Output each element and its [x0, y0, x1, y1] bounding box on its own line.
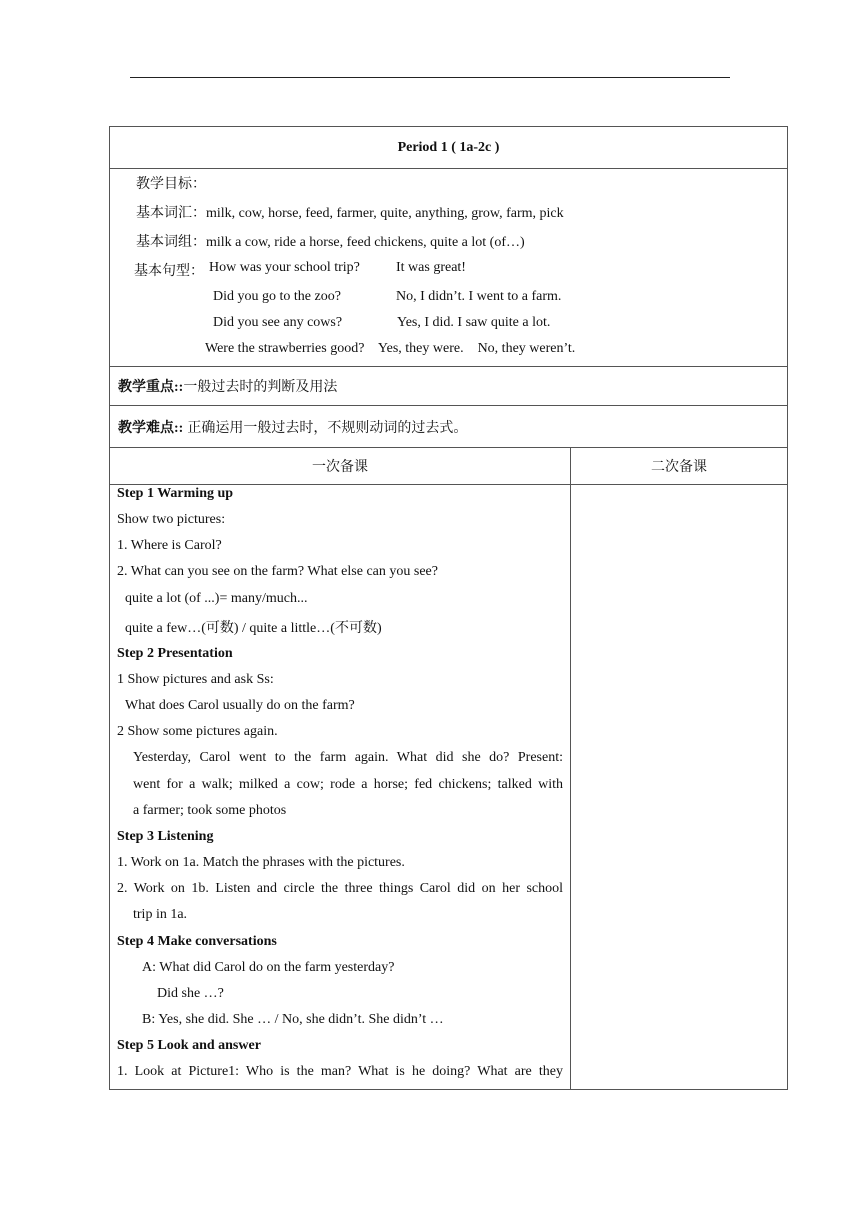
pattern-2-question: Did you go to the zoo?: [213, 289, 341, 304]
pattern-3-answer: Yes, I did. I saw quite a lot.: [397, 315, 551, 330]
first-prep-header: 一次备课: [110, 448, 571, 484]
pattern-1-answer: It was great!: [396, 260, 466, 275]
list-item: trip in 1a.: [133, 907, 188, 922]
key-points-text: 一般过去时的判断及用法: [183, 380, 338, 395]
list-item: a farmer; took some photos: [133, 803, 287, 818]
list-item: 2 Show some pictures again.: [117, 724, 278, 739]
step-1-title: Step 1 Warming up: [117, 486, 234, 501]
list-item: What does Carol usually do on the farm?: [125, 698, 355, 713]
list-item: A: What did Carol do on the farm yesterday?: [142, 960, 395, 975]
list-item: 2. Work on 1b. Listen and circle the three things Carol did on her school: [117, 881, 563, 896]
lesson-body: [110, 485, 787, 1089]
list-item: 1. Where is Carol?: [117, 538, 222, 553]
patterns-label: 基本句型：: [134, 264, 204, 279]
list-item: Did she …?: [157, 986, 224, 1001]
key-points-row: [110, 367, 787, 406]
step-4-title: Step 4 Make conversations: [117, 934, 277, 949]
vocab-line: 基本词汇：milk, cow, horse, feed, farmer, quite, anything, grow, farm, pick: [136, 206, 564, 221]
second-prep-header: 二次备课: [651, 460, 707, 475]
step-3-title: Step 3 Listening: [117, 829, 214, 844]
list-item: went for a walk; milked a cow; rode a horse; fed chickens; talked with: [133, 777, 563, 792]
pattern-2-answer: No, I didn’t. I went to a farm.: [396, 289, 562, 304]
difficult-points-label: 教学难点::: [118, 420, 184, 436]
lesson-plan-table: [109, 126, 788, 1090]
list-item: Show two pictures:: [117, 512, 226, 527]
step-2-title: Step 2 Presentation: [117, 646, 233, 661]
list-item: quite a lot (of ...)= many/much...: [125, 591, 308, 606]
difficult-points-text: 正确运用一般过去时，不规则动词的过去式。: [187, 420, 468, 436]
second-prep-cell: [571, 485, 787, 1089]
phrases-line: 基本词组：milk a cow, ride a horse, feed chickens, quite a lot (of…): [136, 235, 525, 250]
list-item: Yesterday, Carol went to the farm again. What did she do? Present:: [133, 750, 563, 765]
list-item: 1. Look at Picture1: Who is the man? What is he doing? What are they: [117, 1064, 563, 1079]
list-item: quite a few…(可数) / quite a little…(不可数): [125, 621, 382, 636]
list-item: 1. Work on 1a. Match the phrases with the pictures.: [117, 855, 405, 870]
list-item: 1 Show pictures and ask Ss:: [117, 672, 274, 687]
step-5-title: Step 5 Look and answer: [117, 1038, 261, 1053]
pattern-1-question: How was your school trip?: [209, 260, 360, 275]
objectives-heading: 教学目标：: [136, 177, 206, 192]
pattern-4: Were the strawberries good? Yes, they were. No, they weren’t.: [205, 341, 576, 356]
first-prep-cell: [110, 485, 571, 1089]
list-item: 2. What can you see on the farm? What else can you see?: [117, 564, 438, 579]
period-title: Period 1 ( 1a-2c ): [110, 127, 787, 169]
pattern-3-question: Did you see any cows?: [213, 315, 343, 330]
difficult-points-row: [110, 406, 787, 448]
list-item: B: Yes, she did. She … / No, she didn’t. She didn’t …: [142, 1012, 444, 1027]
column-headers: [110, 448, 787, 485]
header-rule: [130, 77, 730, 78]
key-points-label: 教学重点::: [118, 380, 184, 395]
objectives-cell: [110, 169, 787, 367]
